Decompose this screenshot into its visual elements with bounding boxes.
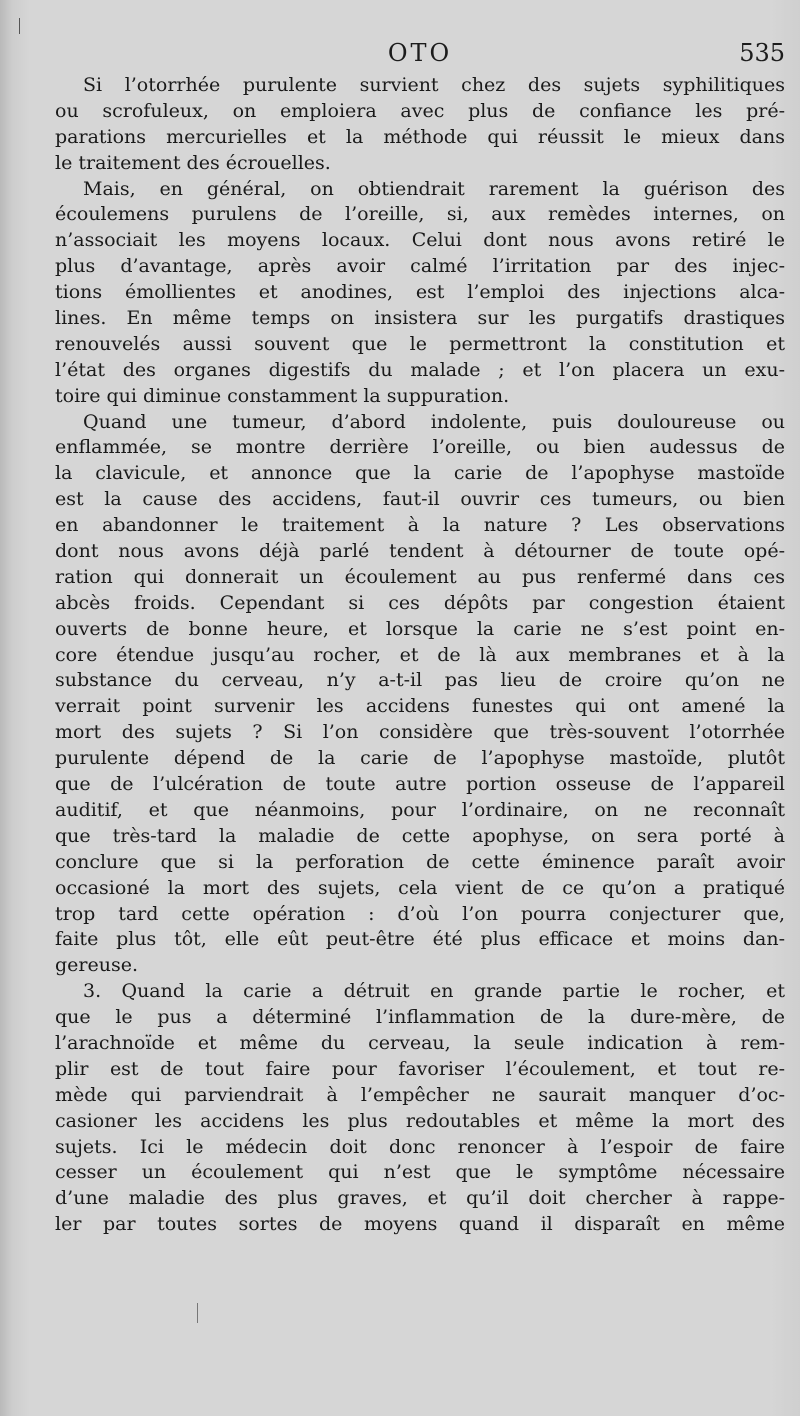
text-line: l’arachnoïde et même du cerveau, la seule indication à rem- — [55, 1031, 785, 1054]
text-line: trop tard cette opération : d’où l’on pourra conjecturer que, — [55, 902, 785, 925]
text-line: n’associait les moyens locaux. Celui dont nous avons retiré le — [55, 229, 785, 252]
text-line: en abandonner le traitement à la nature ? Les observations — [55, 514, 785, 537]
text-line: gereuse. — [55, 954, 139, 977]
text-line: ou scrofuleux, on emploiera avec plus de confiance les pré- — [55, 99, 785, 122]
text-line: sujets. Ici le médecin doit donc renoncer à l’espoir de faire — [55, 1135, 785, 1158]
text-line: le traitement des écrouelles. — [55, 151, 331, 174]
text-line: est la cause des accidens, faut-il ouvrir ces tumeurs, ou bien — [55, 488, 785, 511]
text-line: conclure que si la perforation de cette éminence paraît avoir — [55, 850, 785, 873]
margin-mark — [197, 1303, 198, 1323]
text-line: mède qui parviendrait à l’empêcher ne saurait manquer d’oc- — [55, 1083, 785, 1106]
text-line: purulente dépend de la carie de l’apophyse mastoïde, plutôt — [55, 747, 785, 770]
text-line: core étendue jusqu’au rocher, et de là aux membranes et à la — [55, 643, 785, 666]
text-line: toire qui diminue constamment la suppuration. — [55, 384, 510, 407]
text-line: casioner les accidens les plus redoutables et même la mort des — [55, 1109, 785, 1132]
text-line: plus d’avantage, après avoir calmé l’irritation par des injec- — [55, 255, 785, 278]
text-line: Si l’otorrhée purulente survient chez des sujets syphilitiques — [83, 74, 785, 96]
text-line: l’état des organes digestifs du malade ; et l’on placera un exu- — [55, 358, 785, 381]
running-head: OTO — [387, 39, 453, 67]
text-line: dont nous avons déjà parlé tendent à détourner de toute opé- — [55, 540, 785, 563]
body-text — [55, 73, 785, 1238]
text-line: d’une maladie des plus graves, et qu’il doit chercher à rappe- — [55, 1187, 785, 1210]
margin-mark — [19, 18, 20, 34]
text-line: cesser un écoulement qui n’est que le symptôme nécessaire — [55, 1161, 785, 1184]
text-line: plir est de tout faire pour favoriser l’écoulement, et tout re- — [55, 1057, 785, 1080]
page-header — [55, 36, 785, 70]
text-line: Mais, en général, on obtiendrait rarement la guérison des — [83, 177, 785, 200]
text-line: que très-tard la maladie de cette apophyse, on sera porté à — [55, 824, 785, 847]
text-line: Quand une tumeur, d’abord indolente, puis douloureuse ou — [83, 410, 785, 433]
text-line: verrait point survenir les accidens funestes qui ont amené la — [55, 695, 785, 718]
text-line: ouverts de bonne heure, et lorsque la carie ne s’est point en- — [55, 617, 785, 640]
text-line: tions émollientes et anodines, est l’emploi des injections alca- — [55, 281, 785, 304]
text-line: enflammée, se montre derrière l’oreille, ou bien audessus de — [55, 436, 785, 459]
text-line: que de l’ulcération de toute autre portion osseuse de l’appareil — [55, 773, 785, 796]
text-line: la clavicule, et annonce que la carie de l’apophyse mastoïde — [55, 462, 785, 485]
text-line: écoulemens purulens de l’oreille, si, aux remèdes internes, on — [55, 203, 785, 226]
text-line: abcès froids. Cependant si ces dépôts par congestion étaient — [55, 591, 785, 614]
text-line: mort des sujets ? Si l’on considère que très-souvent l’otorrhée — [55, 721, 785, 744]
text-line: parations mercurielles et la méthode qui réussit le mieux dans — [55, 125, 785, 148]
text-line: ration qui donnerait un écoulement au pus renfermé dans ces — [55, 565, 785, 588]
text-line: faite plus tôt, elle eût peut-être été plus efficace et moins dan- — [55, 928, 785, 951]
page-number: 535 — [739, 39, 785, 67]
text-line: ler par toutes sortes de moyens quand il disparaît en même — [55, 1213, 785, 1236]
text-line: auditif, et que néanmoins, pour l’ordinaire, on ne reconnaît — [55, 798, 785, 821]
text-line: lines. En même temps on insistera sur les purgatifs drastiques — [55, 307, 785, 330]
text-line: 3. Quand la carie a détruit en grande partie le rocher, et — [83, 980, 785, 1003]
text-line: que le pus a déterminé l’inflammation de la dure-mère, de — [55, 1006, 785, 1029]
text-line: renouvelés aussi souvent que le permettront la constitution et — [55, 332, 785, 355]
text-line: occasioné la mort des sujets, cela vient de ce qu’on a pratiqué — [55, 876, 785, 899]
text-line: substance du cerveau, n’y a-t-il pas lieu de croire qu’on ne — [55, 669, 785, 692]
